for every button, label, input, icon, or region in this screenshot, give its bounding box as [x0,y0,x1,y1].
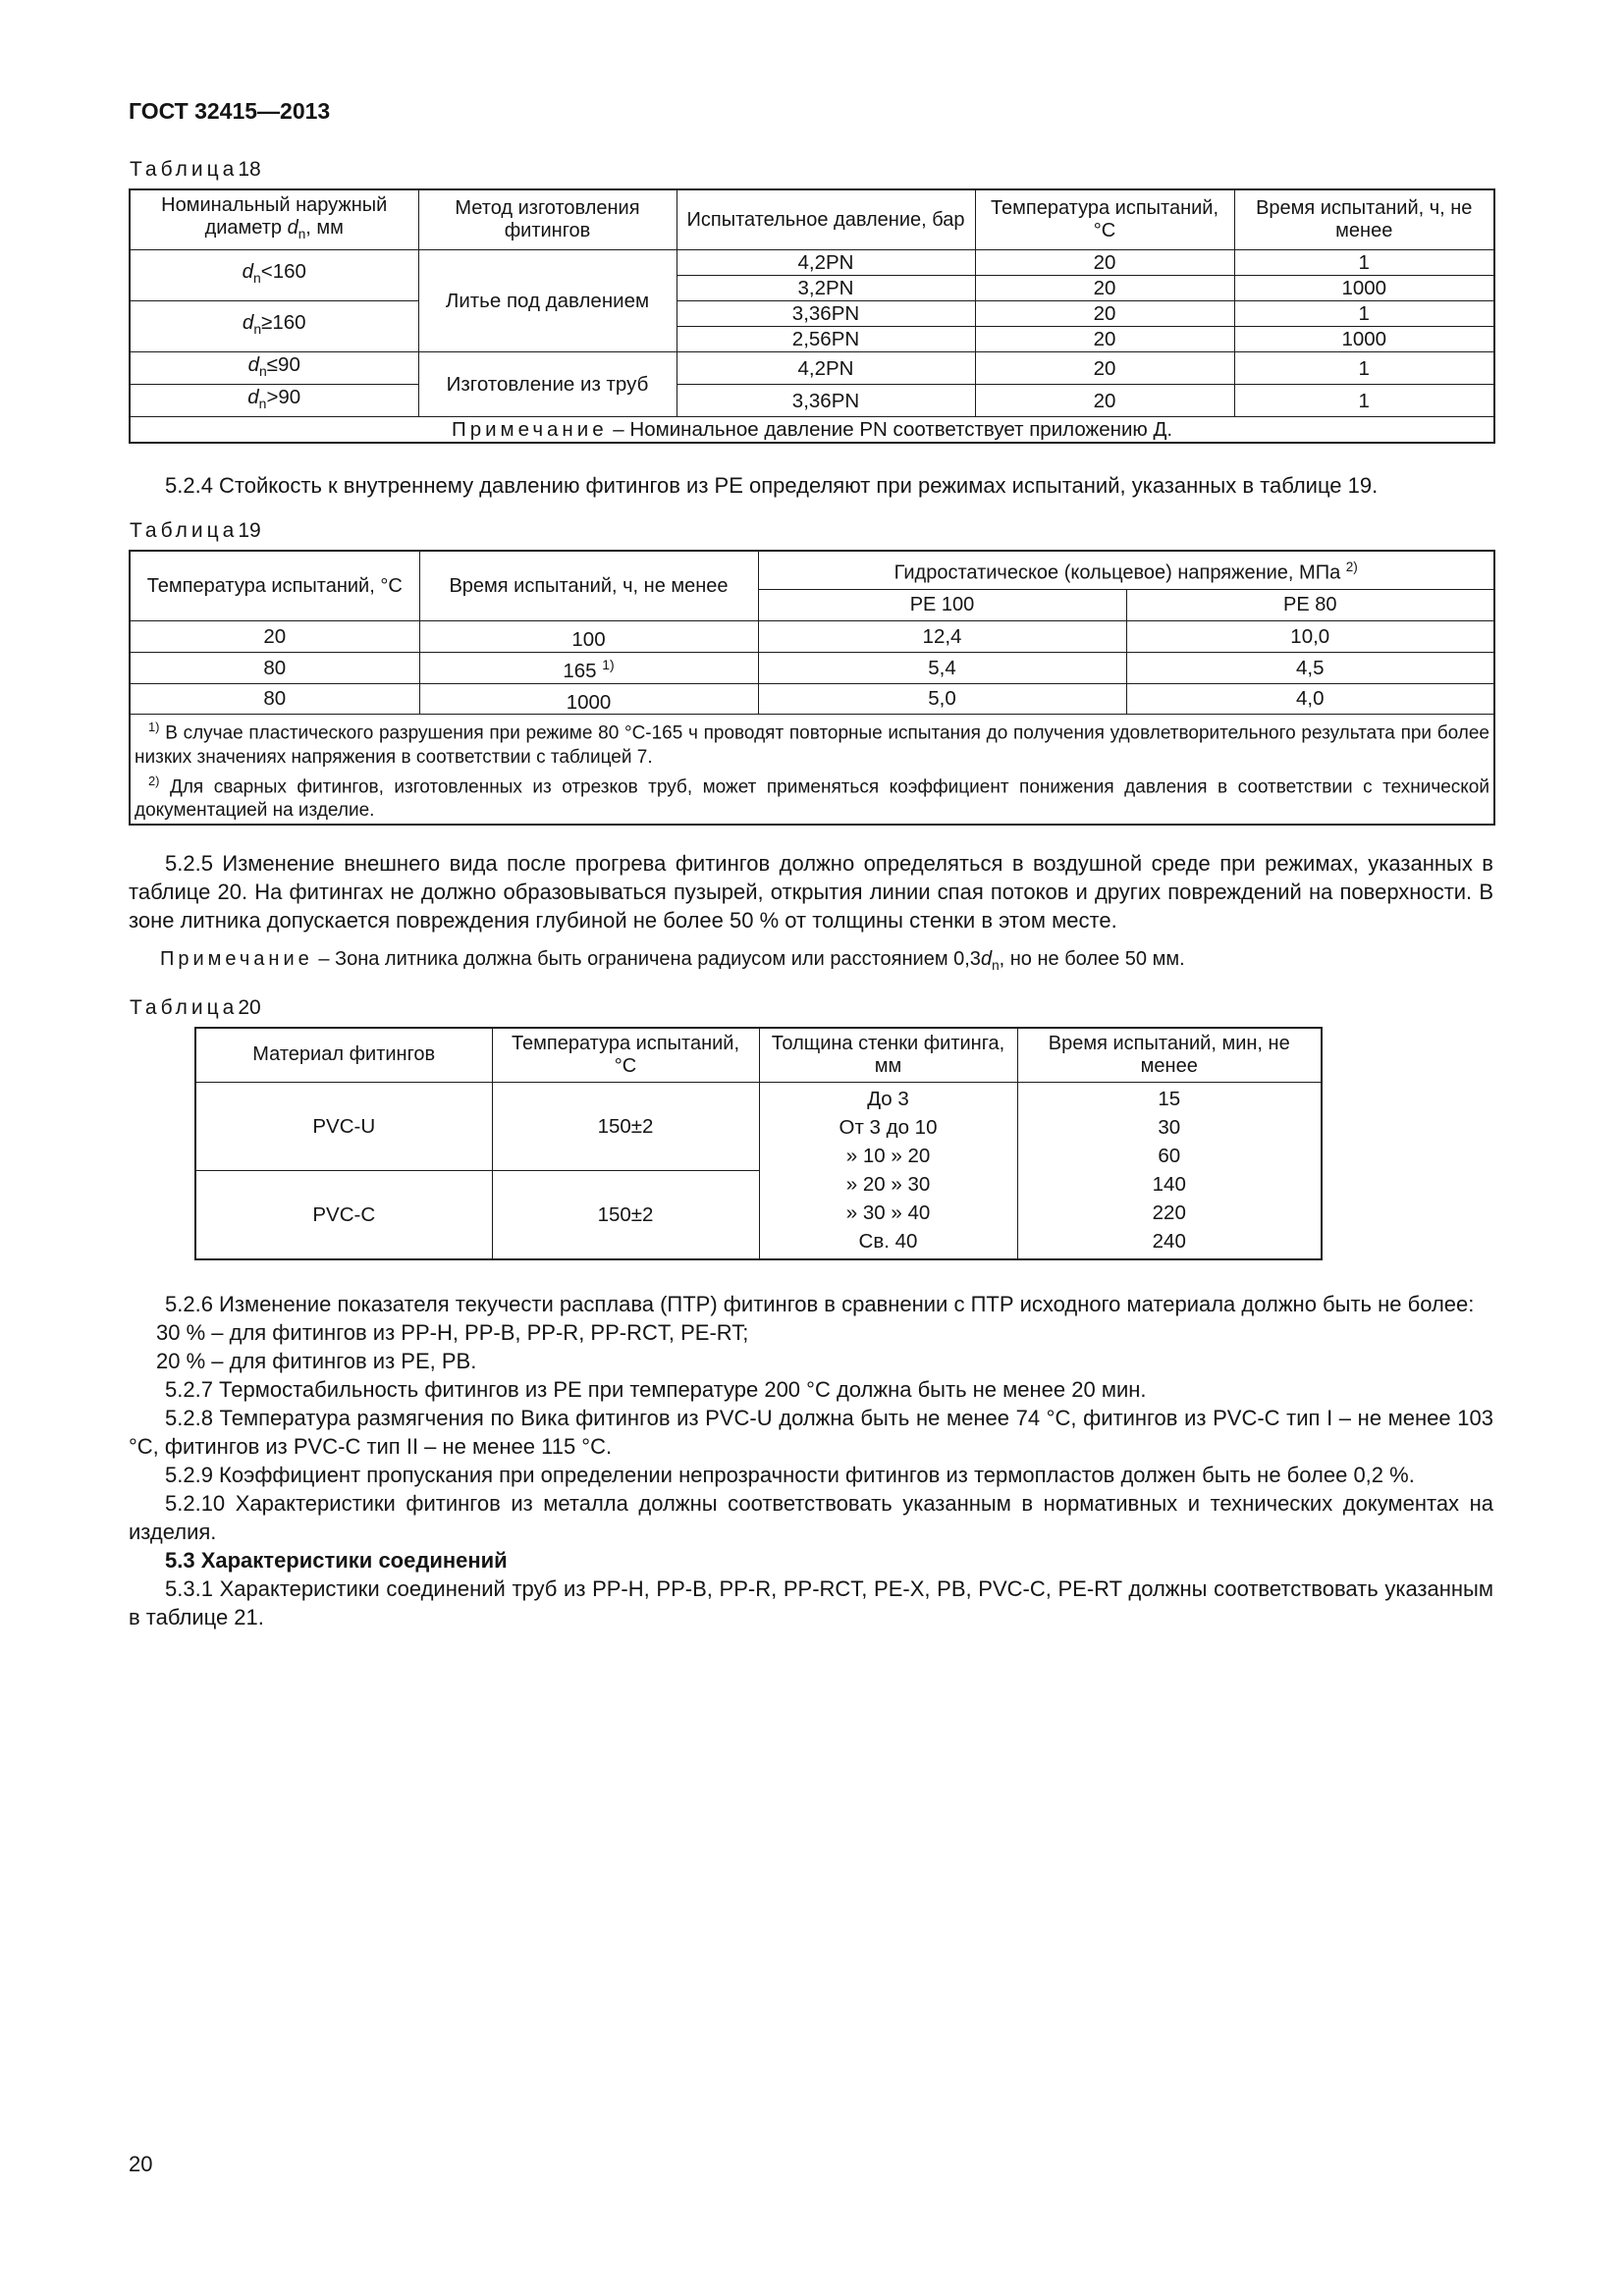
d-symbol: d [980,947,993,970]
heading-5-3: 5.3 Характеристики соединений [165,1547,508,1573]
time-line: 15 [1158,1088,1181,1111]
temperature-cell: 150±2 [492,1170,759,1259]
list-item-20pct: 20 % – для фитингов из PE, PB. [156,1348,477,1373]
doc-number: ГОСТ 32415—2013 [129,98,331,124]
table19-caption-number: 19 [238,519,261,543]
table-19 [129,550,1495,826]
time-cell: 1 [1234,385,1494,417]
time-cell: 1 [1234,250,1494,276]
table20-header-row [195,1028,1322,1083]
time-cell [419,620,758,652]
para-5-3-1: 5.3.1 Характеристики соединений труб из PP-H, PP-B, PP-R, PP-RCT, PE-X, PB, PVC-C, PE-RT должны соответствовать указанным в таблице 21. [129,1575,1493,1629]
table20-caption-number: 20 [238,995,261,1019]
para-5-2-6: 5.2.6 Изменение показателя текучести расплава (ПТР) фитингов в сравнении с ПТР исходного материала должно быть не более: [165,1291,1475,1316]
list-item-30pct: 30 % – для фитингов из PP-H, PP-B, PP-R, PP-RCT, PE-RT; [156,1319,749,1345]
thickness-line: » 20 » 30 [845,1173,931,1197]
time-cell [1017,1082,1322,1259]
temperature-cell: 20 [975,276,1234,301]
header-text: Гидростатическое (кольцевое) напряжение, МПа [893,561,1346,584]
diameter-value: <160 [260,260,306,284]
time-cell: 1 [1234,352,1494,385]
para-5-2-9: 5.2.9 Коэффициент пропускания при определении непрозрачности фитингов из термопластов должен быть не более 0,2 %. [165,1462,1415,1487]
time-value: 165 [563,659,603,682]
pressure-cell: 4,2PN [677,352,975,385]
pe80-cell: 4,0 [1126,683,1494,715]
table20-header-thickness: Толщина стенки фитинга, мм [759,1028,1017,1083]
time-line: 240 [1152,1230,1186,1254]
note-label: Примечание [160,947,313,970]
d-symbol: d [242,260,253,284]
table18-header-diameter [130,189,418,250]
pressure-cell: 3,36PN [677,301,975,327]
time-line: 30 [1158,1116,1181,1140]
diameter-value: ≤90 [266,353,300,376]
table20-caption [130,996,1493,1020]
header-text: Номинальный наружный диаметр [161,194,388,239]
pe100-cell: 12,4 [758,620,1126,652]
note-text: , но не более 50 мм. [999,947,1185,970]
d-subscript: n [253,321,262,338]
para-5-2-8: 5.2.8 Температура размягчения по Вика фитингов из PVC-U должна быть не менее 74 °С, фитингов из PVC-C тип I – не менее 103 °С, фитингов из PVC-C тип II – не менее 115 °С. [129,1405,1493,1459]
footnote-1 [135,716,1489,769]
diameter-cell [130,352,418,385]
pressure-cell: 3,36PN [677,385,975,417]
table-row [130,620,1494,652]
pe80-cell: 10,0 [1126,620,1494,652]
table-row [130,250,1494,276]
table-20 [194,1027,1323,1260]
d-subscript: n [259,363,267,380]
thickness-line: До 3 [867,1088,909,1111]
diameter-value: >90 [266,386,301,409]
time-cell: 1000 [1234,327,1494,352]
temperature-cell: 80 [130,683,419,715]
para-5-2-5: 5.2.5 Изменение внешнего вида после прогрева фитингов должно определяться в воздушной среде при режимах, указанных в таблице 20. На фитингах не должно образовываться пузырей, открытия линии спая потоков и других повреждений на поверхности. В зоне литника допускается повреждения глубиной не более 50 % от толщины стенки в этом месте. [129,850,1493,933]
table-row [130,385,1494,417]
temperature-cell: 80 [130,652,419,683]
table18-header-row [130,189,1494,250]
table18-header-method: Метод изготовления фитингов [418,189,677,250]
temperature-cell: 20 [975,301,1234,327]
table20-header-material: Материал фитингов [195,1028,492,1083]
pe100-cell: 5,0 [758,683,1126,715]
table-row [195,1082,1322,1170]
table19-header-stress [758,551,1494,589]
time-line: 60 [1158,1145,1181,1168]
table20-header-temperature: Температура испытаний, °С [492,1028,759,1083]
temperature-cell: 20 [975,352,1234,385]
time-line: 220 [1152,1201,1186,1225]
footnote-marker: 2) [148,773,160,788]
pe80-cell: 4,5 [1126,652,1494,683]
time-value: 100 [571,627,606,651]
page-content [129,98,1493,1631]
d-symbol: d [247,353,260,376]
time-cell: 1 [1234,301,1494,327]
pressure-cell: 3,2PN [677,276,975,301]
table18-header-temperature: Температура испытаний, °С [975,189,1234,250]
table19-header-temperature: Температура испытаний, °С [130,551,419,620]
thickness-line: Св. 40 [858,1230,918,1254]
d-subscript: n [258,396,267,412]
table18-header-pressure: Испытательное давление, бар [677,189,975,250]
table18-caption-label: Таблица [130,158,239,181]
table19-header-pe100: PE 100 [758,589,1126,620]
note-5-2-5 [129,946,1493,979]
table-row [130,301,1494,327]
temperature-cell: 20 [130,620,419,652]
table-18 [129,188,1495,444]
thickness-line: От 3 до 10 [839,1116,938,1140]
table20-header-time: Время испытаний, мин, не менее [1017,1028,1322,1083]
diameter-cell [130,301,418,352]
d-subscript: n [298,227,306,241]
pe100-cell: 5,4 [758,652,1126,683]
diameter-value: ≥160 [261,311,306,335]
time-line: 140 [1152,1173,1186,1197]
d-symbol: d [287,217,298,239]
table19-header-row [130,551,1494,589]
table18-note-row [130,417,1494,444]
table18-caption-number: 18 [238,158,261,181]
table-row [130,652,1494,683]
thickness-line: » 10 » 20 [845,1145,931,1168]
time-cell [419,652,758,683]
temperature-cell: 150±2 [492,1082,759,1170]
table-row [130,683,1494,715]
table18-caption [130,158,1493,182]
footnote-text: В случае пластического разрушения при режиме 80 °С-165 ч проводят повторные испытания до получения удовлетворительного результата при более низких значениях напряжения в соответствии с таблицей 7. [135,722,1489,768]
d-subscript: n [992,957,1000,973]
table-row [130,352,1494,385]
table19-header-pe80: PE 80 [1126,589,1494,620]
temperature-cell: 20 [975,327,1234,352]
d-symbol: d [247,386,259,409]
table18-header-time: Время испытаний, ч, не менее [1234,189,1494,250]
para-5-2-10: 5.2.10 Характеристики фитингов из металла должны соответствовать указанным в нормативных и технических документах на изделия. [129,1490,1493,1544]
table-footnotes [130,715,1494,825]
diameter-cell [130,385,418,417]
material-cell: PVC-U [195,1082,492,1170]
method-cell: Изготовление из труб [418,352,677,417]
table19-caption [130,519,1493,543]
material-cell: PVC-C [195,1170,492,1259]
para-5-2-4: 5.2.4 Стойкость к внутреннему давлению фитингов из PE определяют при режимах испытаний, указанных в таблице 19. [165,473,1379,499]
note-label: Примечание [451,418,608,442]
thickness-line: » 30 » 40 [845,1201,931,1225]
table19-caption-label: Таблица [130,519,239,543]
table20-caption-label: Таблица [130,995,239,1019]
header-text: , мм [305,217,344,239]
temperature-cell: 20 [975,250,1234,276]
pressure-cell: 2,56PN [677,327,975,352]
thickness-cell [759,1082,1017,1259]
time-cell: 1000 [1234,276,1494,301]
time-value: 1000 [566,690,612,714]
footnote-text: Для сварных фитингов, изготовленных из отрезков труб, может применяться коэффициент понижения давления в соответствии с технической документацией на изделие. [135,775,1489,821]
table19-footnote-row [130,715,1494,825]
d-symbol: d [242,311,254,335]
footnote-ref: 2) [1345,560,1358,575]
table19-header-time: Время испытаний, ч, не менее [419,551,758,620]
temperature-cell: 20 [975,385,1234,417]
note-text: – Зона литника должна быть ограничена радиусом или расстоянием 0,3 [312,947,981,970]
footnote-marker: 1) [148,720,160,735]
page-number: 20 [129,2152,153,2176]
footnote-ref: 1) [602,656,615,672]
pressure-cell: 4,2PN [677,250,975,276]
para-5-2-7: 5.2.7 Термостабильность фитингов из PE при температуре 200 °С должна быть не менее 20 мин. [165,1376,1147,1402]
diameter-cell [130,250,418,301]
footnote-2 [135,770,1489,823]
table-note [130,417,1494,444]
note-text: – Номинальное давление PN соответствует приложению Д. [607,418,1173,442]
time-cell [419,683,758,715]
method-cell: Литье под давлением [418,250,677,352]
d-subscript: n [252,270,261,287]
